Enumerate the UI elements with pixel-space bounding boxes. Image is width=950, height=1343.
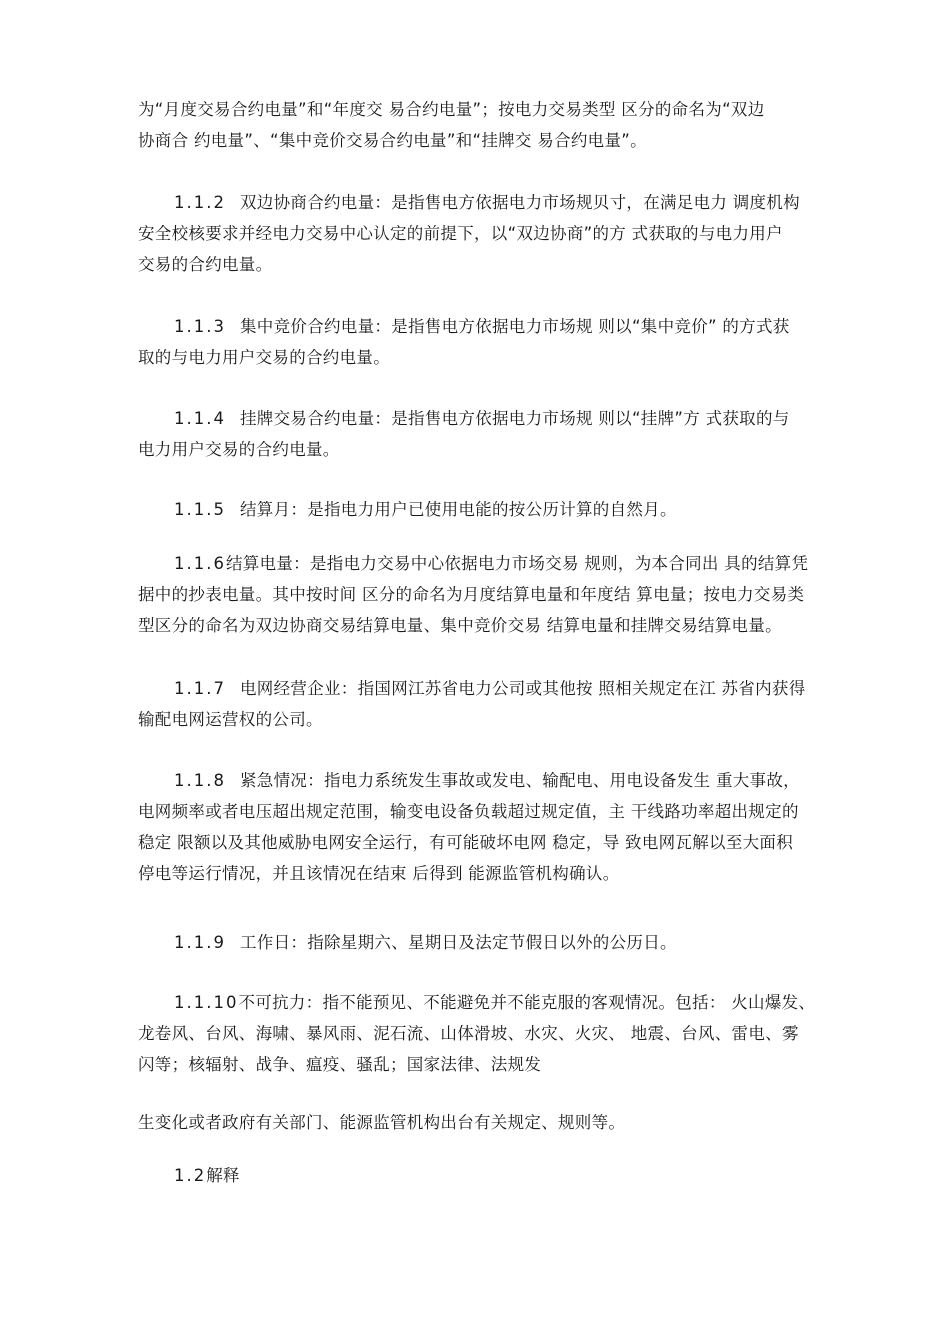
clause-number: 1.1.4 xyxy=(174,409,226,428)
text-line: 电网经营企业：指国网江苏省电力公司或其他按 照相关规定在江 苏省内获得 xyxy=(240,679,806,698)
clause-number: 1.1.6 xyxy=(174,554,226,573)
text-line: 电力用户交易的合约电量。 xyxy=(138,440,340,459)
clause-1-1-9 xyxy=(138,927,828,958)
clause-number: 1.1.2 xyxy=(174,193,226,212)
clause-number: 1.1.10 xyxy=(174,993,239,1012)
clause-number: 1.1.5 xyxy=(174,500,226,519)
text-line: 结算电量：是指电力交易中心依据电力市场交易 规则，为本合同出 具的结算凭 xyxy=(225,554,809,573)
text-line: 挂牌交易合约电量：是指售电方依据电力市场规 则以“挂牌”方 式获取的与 xyxy=(240,409,790,428)
clause-1-1-4 xyxy=(138,403,828,465)
text-line: 生变化或者政府有关部门、能源监管机构出台有关规定、规则等。 xyxy=(138,1113,626,1132)
text-line: 为“月度交易合约电量”和“年度交 易合约电量”；按电力交易类型 区分的命名为“双边 xyxy=(138,100,765,119)
text-line: 型区分的命名为双边协商交易结算电量、集中竞价交易 结算电量和挂牌交易结算电量。 xyxy=(138,616,782,635)
clause-number: 1.1.9 xyxy=(174,933,226,952)
text-line: 解释 xyxy=(206,1166,240,1185)
text-line: 协商合 约电量”、“集中竞价交易合约电量”和“挂牌交 易合约电量”。 xyxy=(138,131,647,150)
text-line: 据中的抄表电量。其中按时间 区分的命名为月度结算电量和年度结 算电量；按电力交易类 xyxy=(138,585,805,604)
text-line: 输配电网运营权的公司。 xyxy=(138,710,323,729)
clause-1-1-10 xyxy=(138,987,828,1080)
clause-1-1-8 xyxy=(138,765,828,889)
text-line: 稳定 限额以及其他威胁电网安全运行，有可能破坏电网 稳定，导 致电网瓦解以至大面积 xyxy=(138,833,794,852)
clause-number: 1.2 xyxy=(174,1166,207,1185)
text-line: 电网频率或者电压超出规定范围，输变电设备负载超过规定值，主 干线路功率超出规定的 xyxy=(138,802,799,821)
text-line: 双边协商合约电量：是指售电方依据电力市场规贝寸，在满足电力 调度机构 xyxy=(240,193,800,212)
clause-1-1-2 xyxy=(138,187,828,280)
paragraph-contract-volume-naming xyxy=(138,94,828,156)
clause-1-1-6 xyxy=(138,548,828,641)
text-line: 紧急情况：指电力系统发生事故或发电、输配电、用电设备发生 重大事故， xyxy=(240,771,800,790)
text-line: 工作日：指除星期六、星期日及法定节假日以外的公历日。 xyxy=(240,933,677,952)
text-line: 交易的合约电量。 xyxy=(138,255,273,274)
clause-1-1-7 xyxy=(138,673,828,735)
text-line: 结算月：是指电力用户已使用电能的按公历计算的自然月。 xyxy=(240,500,677,519)
text-line: 安全校核要求并经电力交易中心认定的前提下，以“双边协商”的方 式获取的与电力用户 xyxy=(138,224,783,243)
clause-number: 1.1.3 xyxy=(174,317,226,336)
text-line: 停电等运行情况，并且该情况在结束 后得到 能源监管机构确认。 xyxy=(138,864,620,883)
text-line: 闪等；核辐射、战争、瘟疫、骚乱；国家法律、法规发 xyxy=(138,1055,542,1074)
clause-number: 1.1.8 xyxy=(174,771,226,790)
clause-1-1-3 xyxy=(138,311,828,373)
text-line: 不可抗力：指不能预见、不能避免并不能克服的客观情况。包括： 火山爆发、 xyxy=(238,993,816,1012)
section-1-2-heading xyxy=(138,1160,828,1191)
clause-1-1-5 xyxy=(138,494,828,525)
clause-number: 1.1.7 xyxy=(174,679,226,698)
text-line: 龙卷风、台风、海啸、暴风雨、泥石流、山体滑坡、水灾、火灾、 地震、台风、雷电、雾 xyxy=(138,1024,799,1043)
text-line: 集中竞价合约电量：是指售电方依据电力市场规 则以“集中竞价” 的方式获 xyxy=(240,317,790,336)
paragraph-continuation xyxy=(138,1107,828,1138)
text-line: 取的与电力用户交易的合约电量。 xyxy=(138,348,390,367)
